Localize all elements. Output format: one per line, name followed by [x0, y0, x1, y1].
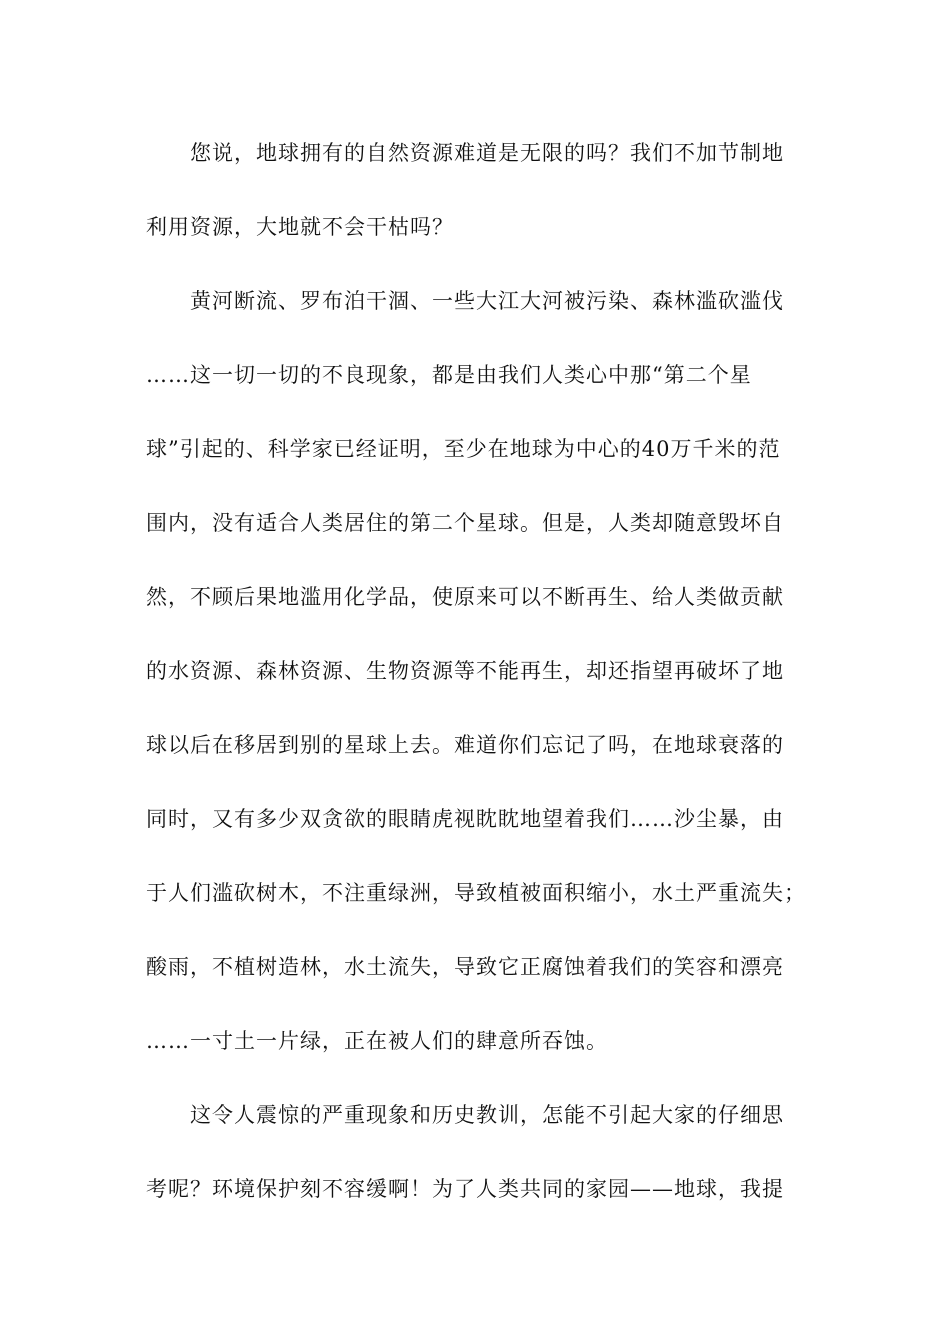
paragraph-3-line-1: 这令人震惊的严重现象和历史教训，怎能不引起大家的仔细思 — [190, 1103, 784, 1127]
paragraph-2-line-8: 同时，又有多少双贪欲的眼睛虎视眈眈地望着我们……沙尘暴，由 — [146, 807, 784, 831]
paragraph-3-line-2: 考呢？环境保护刻不容缓啊！为了人类共同的家园——地球，我提 — [146, 1177, 784, 1201]
paragraph-2-line-10: 酸雨，不植树造林，水土流失，导致它正腐蚀着我们的笑容和漂亮 — [146, 955, 784, 979]
paragraph-2-line-7: 球以后在移居到别的星球上去。难道你们忘记了吗，在地球衰落的 — [146, 733, 784, 757]
paragraph-2-line-2: ……这一切一切的不良现象，都是由我们人类心中那“第二个星 — [146, 363, 752, 387]
paragraph-2-line-11: ……一寸土一片绿，正在被人们的肆意所吞蚀。 — [146, 1029, 608, 1053]
paragraph-2-line-4: 围内，没有适合人类居住的第二个星球。但是，人类却随意毁坏自 — [146, 511, 784, 535]
paragraph-2-line-3: 球”引起的、科学家已经证明，至少在地球为中心的40万千米的范 — [146, 437, 781, 461]
paragraph-1-line-1: 您说，地球拥有的自然资源难道是无限的吗？我们不加节制地 — [190, 141, 784, 165]
paragraph-2-line-5: 然，不顾后果地滥用化学品，使原来可以不断再生、给人类做贡献 — [146, 585, 784, 609]
paragraph-2-line-9: 于人们滥砍树木，不注重绿洲，导致植被面积缩小，水土严重流失； — [146, 881, 806, 905]
paragraph-1-line-2: 利用资源，大地就不会干枯吗？ — [146, 215, 454, 239]
paragraph-2-line-1: 黄河断流、罗布泊干涸、一些大江大河被污染、森林滥砍滥伐 — [190, 289, 784, 313]
paragraph-2-line-6: 的水资源、森林资源、生物资源等不能再生，却还指望再破坏了地 — [146, 659, 784, 683]
